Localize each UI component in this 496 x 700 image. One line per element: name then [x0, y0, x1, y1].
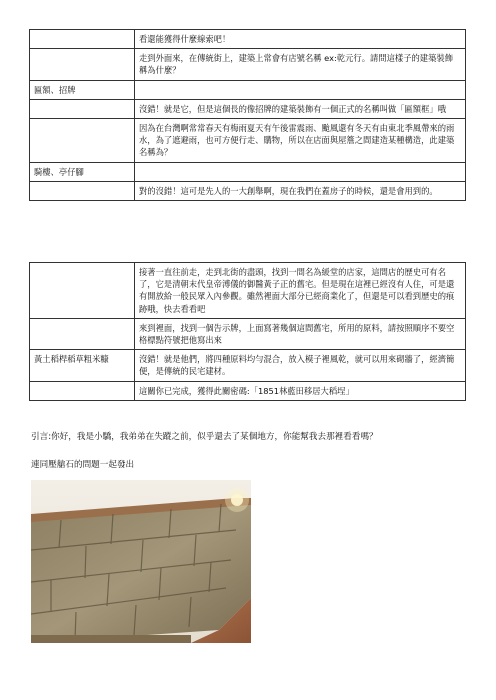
answer-cell	[30, 263, 135, 319]
dialogue-cell: 對的沒錯！這可是先人的一大創舉啊，現在我們在蓋房子的時候，還是會用到的。	[135, 181, 466, 200]
question-cell: 走到外面來，在傳統街上，建築上常會有店號名稱 ex:乾元行。請問這樣子的建築裝飾稱為什麼？	[135, 49, 466, 80]
table-row	[30, 30, 466, 49]
table-row	[30, 263, 466, 319]
answer-cell: 黃土稻桿稻草粗米糠	[30, 350, 135, 381]
answer-cell	[30, 30, 135, 49]
clue-table-2	[29, 262, 466, 401]
answer-cell	[30, 381, 135, 400]
table-row	[30, 162, 466, 181]
question-cell: 因為在台灣啊常常春天有梅雨夏天有午後雷震雨、颱風還有冬天有由東北季風帶來的雨水，為了遮避雨，也可方便行走、購物，所以在店面與屋簷之間建造某種構造，此建築名稱為？	[135, 119, 466, 163]
table-row	[30, 318, 466, 349]
dialogue-cell: 沒錯！就是它，但是這個長的像招牌的建築裝飾有一個正式的名稱叫做「匾額框」哦	[135, 99, 466, 118]
dialogue-cell: 接著一直往前走，走到北街的盡頭，找到一間名為緩堂的店家，這間店的歷史可有名了，它是清朝末代皇帝溥儀的御醫黃子正的舊宅。但是現在這裡已經沒有人住，可是還有開放給一般民眾入內參觀。雖然裡面大部分已經商業化了，但還是可以看到歷史的痕跡哦，快去看看吧	[135, 263, 466, 319]
password-cell: 這關你已完成，獲得此關密碼:「1851林藍田移居大稻埕」	[135, 381, 466, 400]
intro-paragraph: 引言:你好，我是小驕，我弟弟在失蹤之前，似乎還去了某個地方，你能幫我去那裡看看嗎？	[31, 432, 378, 442]
table-row	[30, 350, 466, 381]
table-row	[30, 119, 466, 163]
dialogue-cell	[135, 80, 466, 99]
answer-cell	[30, 49, 135, 80]
table-row	[30, 49, 466, 80]
dialogue-cell: 沒錯！就是他們，將四種原料均勻混合，放入模子裡風乾，就可以用來砌牆了，經濟簡便，是傳統的民宅建材。	[135, 350, 466, 381]
table-row	[30, 381, 466, 400]
answer-cell	[30, 181, 135, 200]
question-cell: 來到裡面，找到一個告示牌，上面寫著幾個這間舊宅，所用的原料，請按照順序不要空格標點符號把他寫出來	[135, 318, 466, 349]
answer-cell: 匾額、招牌	[30, 80, 135, 99]
table-row	[30, 80, 466, 99]
table-row	[30, 181, 466, 200]
dialogue-cell	[135, 162, 466, 181]
note-paragraph: 連同壓艙石的問題一起發出	[31, 460, 135, 470]
answer-cell: 騎樓、亭仔腳	[30, 162, 135, 181]
answer-cell	[30, 318, 135, 349]
answer-cell	[30, 99, 135, 118]
dialogue-cell: 看還能獲得什麼線索吧！	[135, 30, 466, 49]
clue-table-1	[29, 29, 466, 201]
answer-cell	[30, 119, 135, 163]
table-row	[30, 99, 466, 118]
ballast-stone-wall-photo	[31, 480, 251, 643]
